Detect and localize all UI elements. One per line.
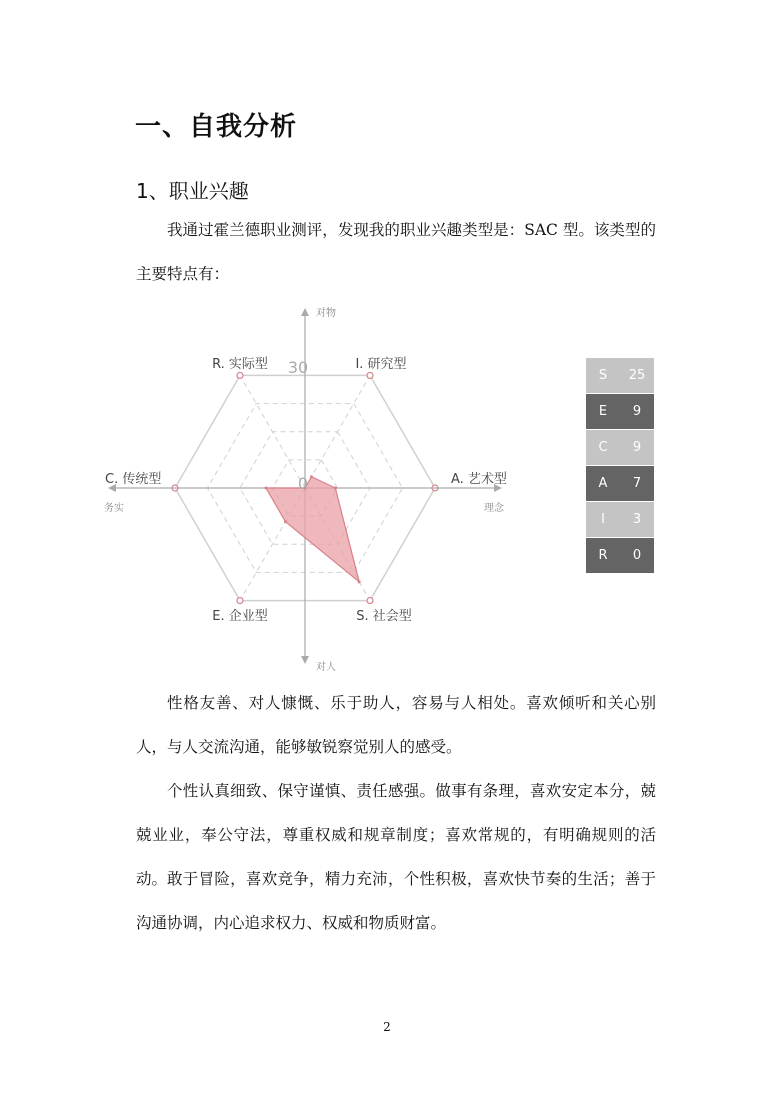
arrow-up-icon (301, 308, 309, 316)
direction-label-right: 理念 (484, 503, 504, 514)
paragraph-social: 性格友善、对人慷慨、乐于助人，容易与人相处。喜欢倾听和关心别人，与人交流沟通，能够敏锐察觉别人的感受。 (136, 694, 656, 756)
score-value: 3 (632, 512, 642, 527)
score-value: 7 (632, 476, 642, 491)
axis-label-e: E. 企业型 (212, 609, 268, 624)
paragraph-conventional: 个性认真细致、保守谨慎、责任感强。做事有条理，喜欢安定本分，兢兢业业，奉公守法，尊重权威和规章制度；喜欢常规的，有明确规则的活动。 (136, 782, 656, 888)
direction-label-top: 对物 (316, 308, 336, 319)
data-point-e (284, 520, 287, 523)
vertex-dot (237, 598, 243, 604)
interest-score-area (266, 477, 359, 582)
axis-label-r: R. 实际型 (212, 357, 268, 372)
holland-radar-chart (90, 300, 530, 680)
score-row-e (586, 394, 654, 430)
radar-series (265, 475, 361, 583)
arrow-down-icon (301, 656, 309, 664)
paragraph-enterprising: 敢于冒险，喜欢竞争，精力充沛，个性积极，喜欢快节奏的生活；善于沟通协调，内心追求权力、权威和物质财富。 (136, 870, 656, 932)
data-point-i (310, 475, 313, 478)
score-code: S (598, 368, 608, 383)
direction-label-left: 务实 (104, 503, 124, 514)
subsection-heading: 1、职业兴趣 (136, 179, 249, 203)
score-value: 9 (632, 404, 642, 419)
score-code: C (598, 440, 608, 455)
score-code: R (598, 548, 608, 563)
tick-label-min: 0 (297, 474, 309, 493)
score-row-s (586, 358, 654, 394)
score-code: I (601, 512, 605, 527)
vertex-dot (367, 598, 373, 604)
score-value: 0 (632, 548, 642, 563)
axis-label-s: S. 社会型 (356, 609, 412, 624)
data-point-c (265, 487, 268, 490)
vertex-dot (367, 372, 373, 378)
data-point-s (358, 580, 361, 583)
score-row-i (586, 502, 654, 538)
score-code: E (598, 404, 608, 419)
section-heading: 一、自我分析 (135, 112, 298, 142)
score-row-c (586, 430, 654, 466)
tick-label-max: 30 (287, 358, 309, 377)
intro-paragraph: 我通过霍兰德职业测评，发现我的职业兴趣类型是：SAC 型。该类型的主要特点有： (136, 221, 656, 283)
score-code: A (598, 476, 608, 491)
score-value: 25 (628, 368, 646, 383)
score-row-r (586, 538, 654, 574)
page-number: 2 (383, 1020, 391, 1034)
axis-label-i: I. 研究型 (355, 357, 407, 372)
score-value: 9 (632, 440, 642, 455)
direction-label-bottom: 对人 (316, 662, 336, 673)
axis-label-a: A. 艺术型 (451, 472, 507, 487)
data-point-a (334, 487, 337, 490)
vertex-dot (237, 372, 243, 378)
score-row-a (586, 466, 654, 502)
score-table (586, 358, 654, 574)
axis-label-c: C. 传统型 (105, 472, 162, 487)
